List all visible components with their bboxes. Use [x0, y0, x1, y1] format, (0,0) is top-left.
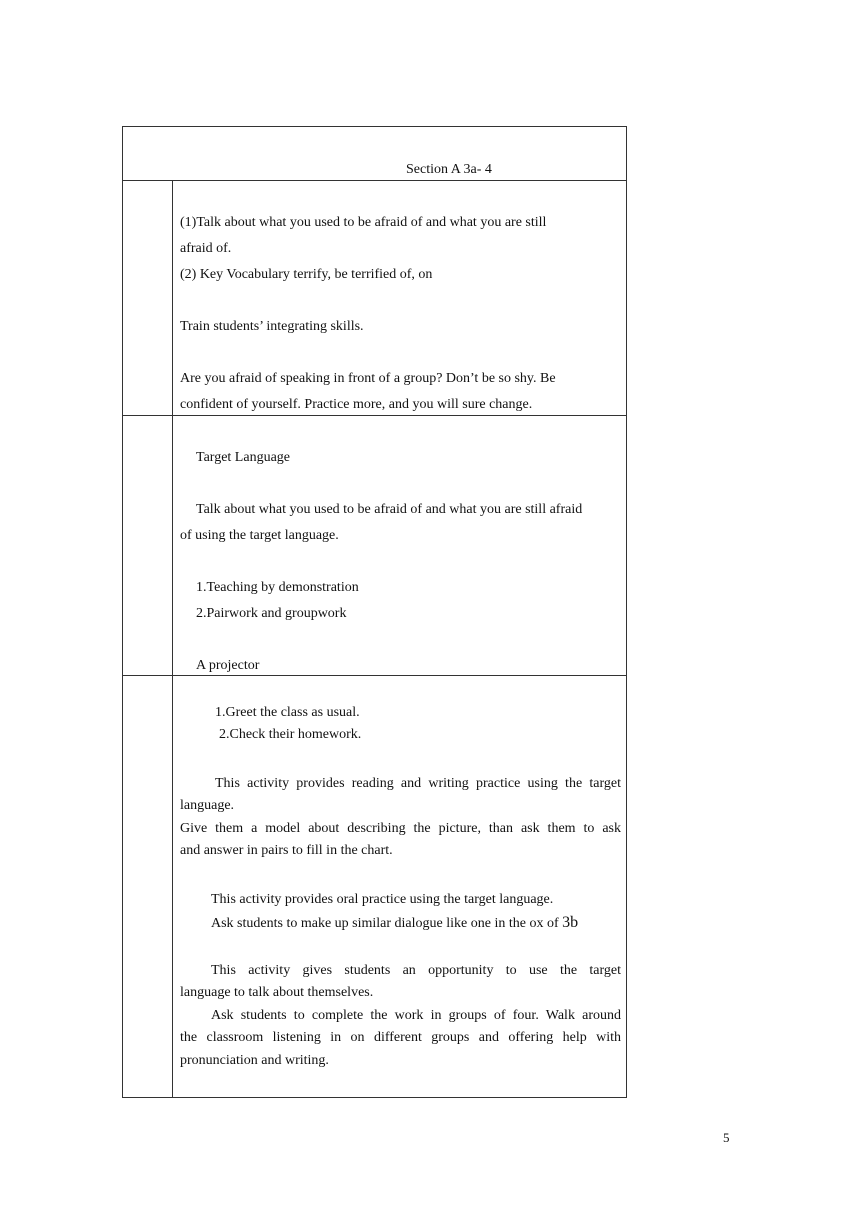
objectives-row — [123, 181, 626, 416]
activity-4-line: pronunciation and writing. — [180, 1053, 329, 1068]
objective-line: (1)Talk about what you used to be afraid of and what you are still — [180, 215, 547, 230]
table-header-row — [123, 127, 626, 181]
lesson-plan-table — [122, 126, 627, 1098]
focus-row — [123, 416, 626, 676]
method-line: 1.Teaching by demonstration — [196, 580, 359, 595]
difficult-point-line: of using the target language. — [180, 528, 339, 543]
page-number: 5 — [723, 1130, 730, 1145]
activity-3a-line: and answer in pairs to fill in the chart. — [180, 843, 393, 858]
activity-4-line: This activity gives students an opportunity to use the target — [211, 963, 621, 978]
activity-3a-line: language. — [180, 798, 235, 813]
activity-3a-line: This activity provides reading and writing practice using the target — [215, 776, 621, 791]
section-title: Section A 3a- 4 — [406, 162, 492, 177]
step-line: 2.Check their homework. — [219, 727, 362, 742]
activity-3b-line: This activity provides oral practice using the target language. — [211, 892, 554, 907]
activity-4-line: language to talk about themselves. — [180, 985, 374, 1000]
activity-3b-text: Ask students to make up similar dialogue like one in the ox of — [211, 916, 563, 931]
key-point-line: Target Language — [196, 450, 290, 465]
activity-4-line: Ask students to complete the work in groups of four. Walk around — [211, 1008, 621, 1023]
difficult-point-line: Talk about what you used to be afraid of and what you are still afraid — [196, 502, 583, 517]
activity-3b-line — [211, 914, 578, 933]
activity-4-line: the classroom listening in on different groups and offering help with — [180, 1030, 621, 1045]
ability-line: Train students’ integrating skills. — [180, 319, 364, 334]
moral-line: confident of yourself. Practice more, and you will sure change. — [180, 397, 533, 412]
procedure-row — [123, 676, 626, 1097]
step-line: 1.Greet the class as usual. — [215, 705, 360, 720]
aids-line: A projector — [196, 658, 260, 673]
objective-line: afraid of. — [180, 241, 232, 256]
moral-line: Are you afraid of speaking in front of a group? Don’t be so shy. Be — [180, 371, 556, 386]
activity-3b-ref: 3b — [562, 914, 579, 931]
activity-3a-line: Give them a model about describing the picture, than ask them to ask — [180, 821, 621, 836]
method-line: 2.Pairwork and groupwork — [196, 606, 347, 621]
vocabulary-line: (2) Key Vocabulary terrify, be terrified of, on — [180, 267, 433, 282]
